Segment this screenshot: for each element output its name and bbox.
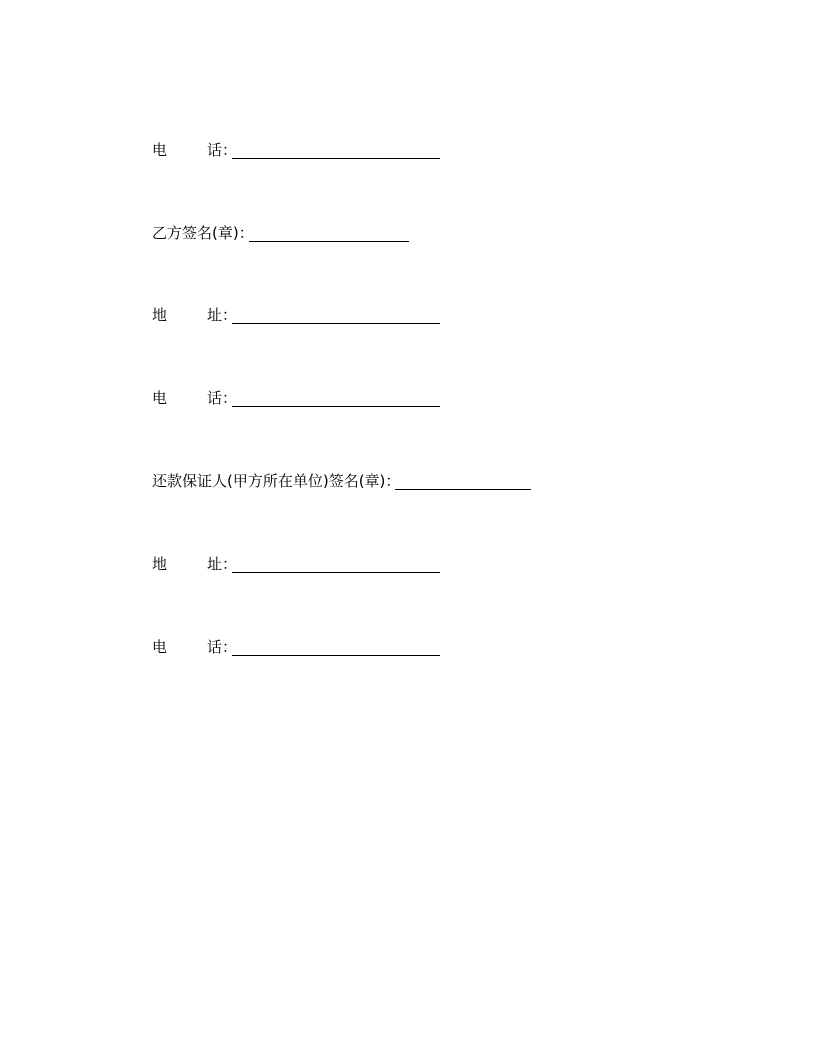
address-field-row-2: [152, 551, 440, 573]
address-label-char-1: 地: [152, 555, 168, 573]
address-label: [152, 306, 222, 324]
address-label: [152, 555, 222, 573]
guarantor-signature-blank-line[interactable]: [395, 471, 531, 490]
colon: ：: [222, 638, 238, 656]
address-field-row-1: [152, 302, 440, 324]
phone-label-char-2: 话: [206, 141, 222, 159]
address-blank-line[interactable]: [232, 305, 440, 324]
phone-label-char-2: 话: [206, 389, 222, 407]
party-b-signature-label: 乙方签名(章): [152, 224, 239, 242]
colon: ：: [385, 472, 401, 490]
phone-field-row-3: [152, 634, 440, 656]
phone-blank-line[interactable]: [232, 140, 440, 159]
colon: ：: [222, 306, 238, 324]
phone-label-char-1: 电: [152, 141, 168, 159]
address-label-char-1: 地: [152, 306, 168, 324]
colon: ：: [238, 224, 254, 242]
colon: ：: [222, 141, 238, 159]
phone-field-row-1: [152, 137, 440, 159]
phone-label: [152, 141, 222, 159]
party-b-signature-row: [152, 220, 409, 242]
address-label-char-2: 址: [206, 306, 222, 324]
colon: ：: [222, 555, 238, 573]
party-b-signature-blank-line[interactable]: [249, 223, 409, 242]
guarantor-signature-row: [152, 468, 531, 490]
phone-label: [152, 638, 222, 656]
phone-blank-line[interactable]: [232, 637, 440, 656]
guarantor-signature-label: 还款保证人(甲方所在单位)签名(章): [152, 472, 386, 490]
phone-blank-line[interactable]: [232, 388, 440, 407]
phone-label: [152, 389, 222, 407]
address-label-char-2: 址: [206, 555, 222, 573]
phone-label-char-1: 电: [152, 389, 168, 407]
address-blank-line[interactable]: [232, 554, 440, 573]
phone-label-char-1: 电: [152, 638, 168, 656]
colon: ：: [222, 389, 238, 407]
phone-label-char-2: 话: [206, 638, 222, 656]
phone-field-row-2: [152, 385, 440, 407]
